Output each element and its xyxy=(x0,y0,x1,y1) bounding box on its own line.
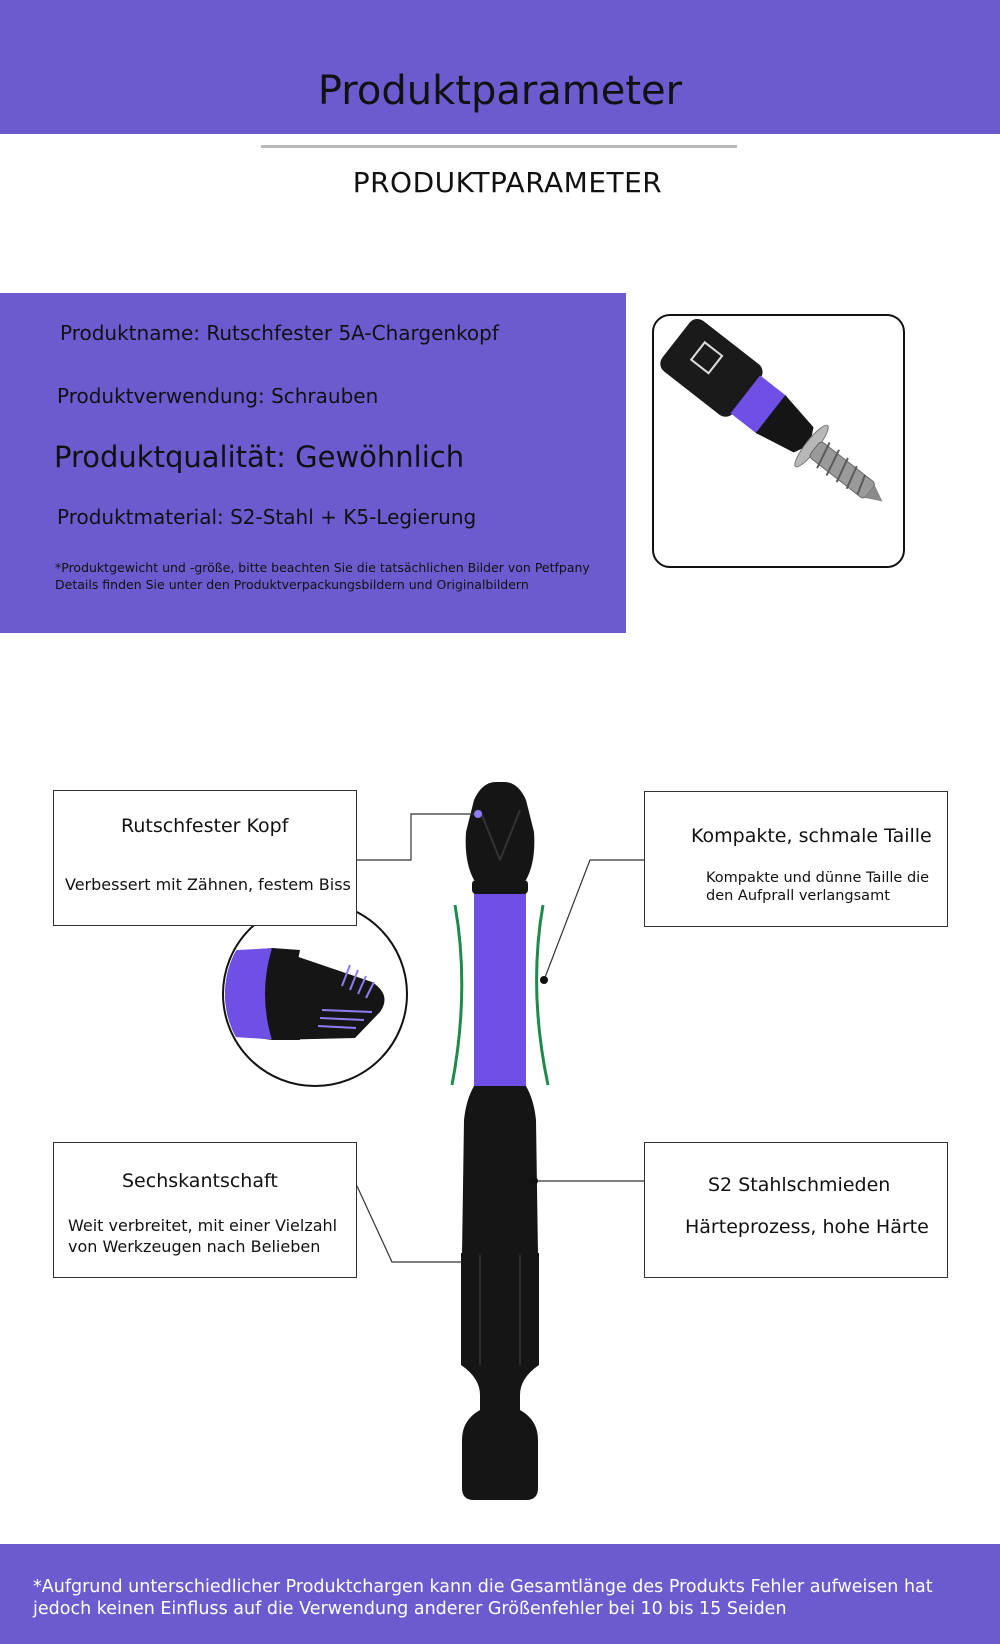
bit-tip-zoom-icon xyxy=(200,902,407,1086)
callout-hex-shank xyxy=(53,1142,357,1278)
callout-shank-desc xyxy=(68,1215,337,1257)
callout-head-desc: Verbessert mit Zähnen, festem Biss xyxy=(65,875,351,894)
product-note-line-2: Details finden Sie unter den Produktverpackungsbildern und Originalbildern xyxy=(55,577,529,592)
screwdriver-bit-with-screw-photo-icon xyxy=(654,316,905,568)
callout-steel-title: S2 Stahlschmieden xyxy=(708,1174,891,1196)
waist-marker-dot xyxy=(540,976,548,984)
footer-band xyxy=(0,1544,1000,1644)
callout-shank-desc-line-1: Weit verbreitet, mit einer Vielzahl xyxy=(68,1216,338,1235)
callout-steel-desc: Härteprozess, hohe Härte xyxy=(685,1216,929,1238)
product-photo xyxy=(652,314,905,568)
head-marker-dot xyxy=(474,810,482,818)
header-band xyxy=(0,0,1000,134)
page-title: Produktparameter xyxy=(317,68,683,114)
right-arc-icon xyxy=(537,905,548,1085)
callout-head-title: Rutschfester Kopf xyxy=(121,815,289,837)
product-material: Produktmaterial: S2-Stahl + K5-Legierung xyxy=(57,505,477,529)
steel-marker-dot xyxy=(530,1177,538,1185)
section-subtitle: PRODUKTPARAMETER xyxy=(352,166,663,199)
product-quality: Produktqualität: Gewöhnlich xyxy=(54,440,465,474)
callout-waist-desc-line-1: Kompakte und dünne Taille die xyxy=(706,870,930,886)
product-note xyxy=(55,559,590,593)
product-note-line-1: *Produktgewicht und -größe, bitte beachten Sie die tatsächlichen Bilder von Petfpany xyxy=(55,560,590,575)
callout-anti-slip-head xyxy=(53,790,357,926)
callout-shank-desc-line-2: von Werkzeugen nach Belieben xyxy=(68,1237,321,1256)
title-divider xyxy=(261,145,737,148)
product-use: Produktverwendung: Schrauben xyxy=(57,384,379,408)
callout-waist-title: Kompakte, schmale Taille xyxy=(691,825,932,847)
product-name: Produktname: Rutschfester 5A-Chargenkopf xyxy=(60,321,499,345)
parameter-panel xyxy=(0,293,626,633)
footer-note xyxy=(33,1576,993,1620)
callout-compact-waist xyxy=(644,791,948,927)
callout-waist-desc-line-2: den Aufprall verlangsamt xyxy=(706,888,890,904)
left-arc-icon xyxy=(452,905,462,1085)
callout-waist-desc xyxy=(706,869,929,905)
callout-shank-title: Sechskantschaft xyxy=(122,1170,278,1192)
footer-note-line-2: jedoch keinen Einfluss auf die Verwendung anderer Größenfehler bei 10 bis 15 Seiden xyxy=(33,1599,787,1619)
callout-s2-steel xyxy=(644,1142,948,1278)
phillips-screwdriver-bit-icon xyxy=(461,782,539,1500)
footer-note-line-1: *Aufgrund unterschiedlicher Produktchargen kann die Gesamtlänge des Produkts Fehler aufweisen hat xyxy=(33,1577,933,1597)
